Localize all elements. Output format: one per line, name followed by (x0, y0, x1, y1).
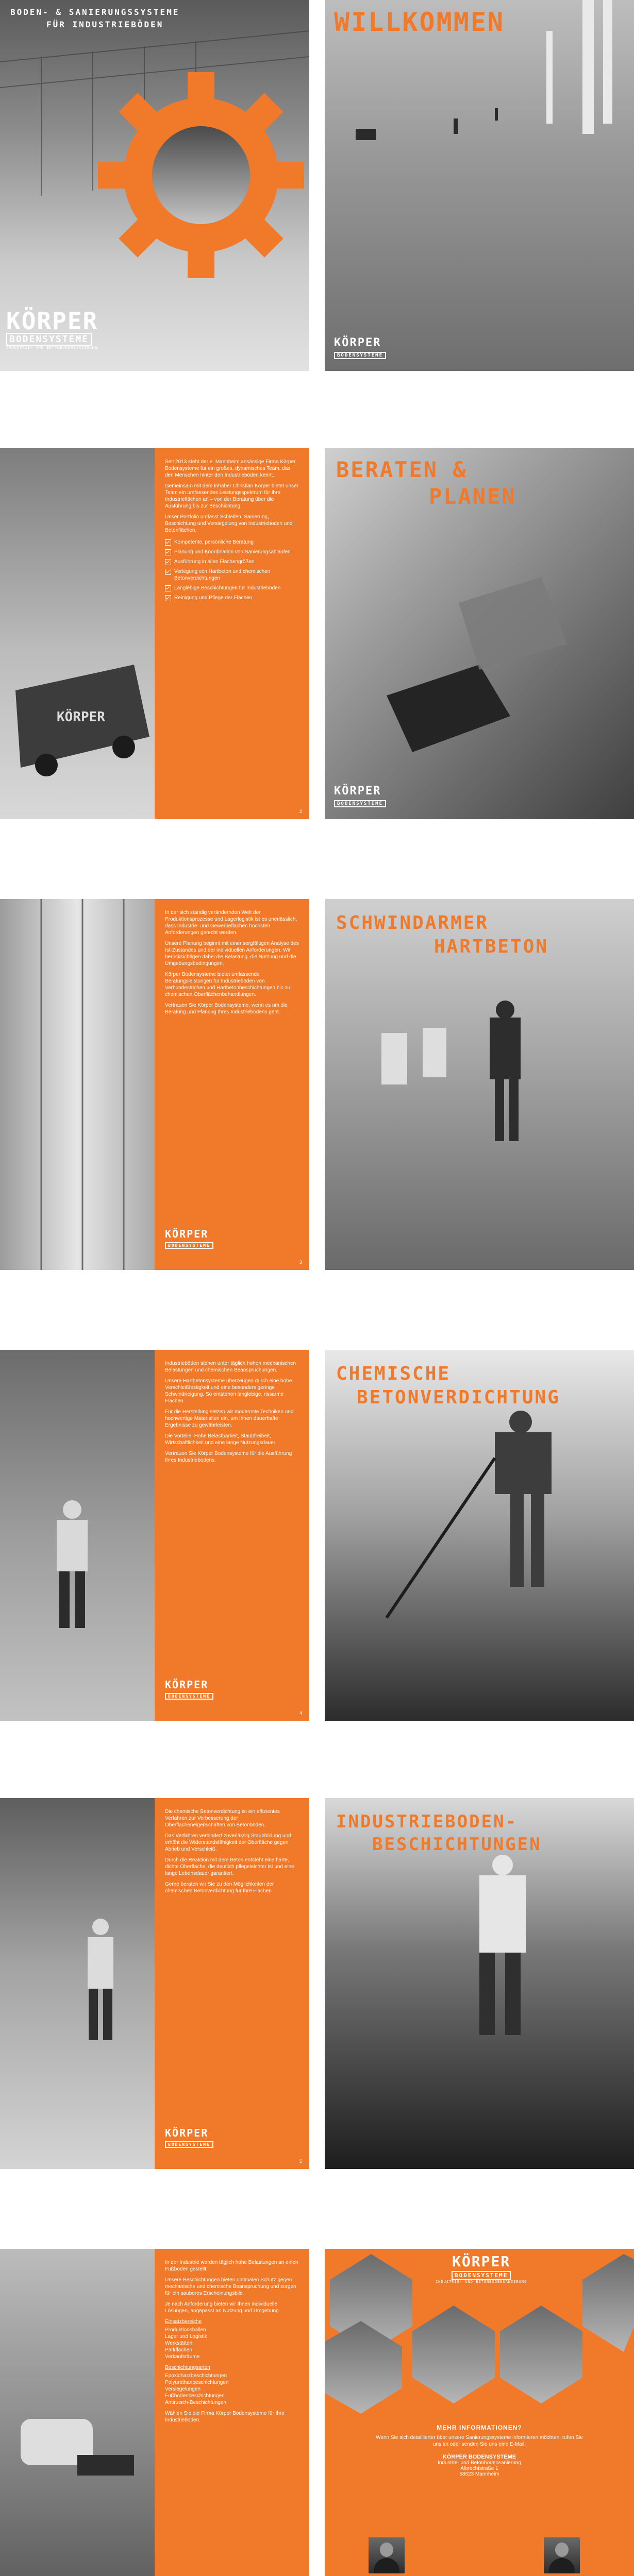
cover-page (0, 0, 309, 371)
consulting-page (325, 448, 634, 819)
checkbox-icon (165, 549, 171, 555)
page-title: WILLKOMMEN (334, 7, 505, 37)
planning-page (0, 899, 309, 1270)
page-number: 2 (299, 809, 302, 814)
coating-text-page (0, 2249, 309, 2576)
intro-text: Seit 2013 steht der e. Mannheim ansässige Firma Körper Bodensysteme für ein großes, dynamisches Team, das den Menschen hinter den Industrieböden kennt. Gemeinsam mit dem Inhaber Christian Körper bietet unser Team ein umfassendes Leistungsspektrum für Ihre Industrieflächen an – von der Beratung über die Ausführung bis zur Beschichtung. Unser Portfolio umfasst Schleifen, Sanierung, Beschichtung und Versiegelung von Industrieböden und Betonflächen. Kompetente, persönliche Beratung Planung und Koordination von Sanierungsabläufen Ausführung in allen Flächengrößen Verlegung von Hartbeton und chemischen Betonverdichtungen Langlebige Beschichtungen für Industrieböden Reinigung und Pflege der Flächen (165, 459, 299, 601)
coating-text: In der Industrie werden täglich hohe Belastungen an einen Fußboden gestellt. Unsere Beschichtungen bieten optimalen Schutz gegen mechanische und chemische Beanspruchung und sorgen für ein sauberes Erscheinungsbild. Je nach Anforderung bieten wir Ihnen individuelle Lösungen, angepasst an Nutzung und Umgebung. Einsatzbereiche Produktionshallen Lager und Logistik Werkstätten Parkflächen Verkaufsräume Beschichtungsarten Epoxidharzbeschichtungen Polyurethanbeschichtungen Versiegelungen Fußbodenbeschichtungen Antirutsch-Beschichtungen Wählen Sie die Firma Körper Bodensysteme für Ihre Industrieböden. (165, 2260, 298, 2423)
checkbox-icon (165, 539, 171, 546)
gear-icon (88, 62, 309, 289)
chemical-page (325, 1350, 634, 1721)
page-title: BERATEN & PLANEN (336, 457, 516, 509)
back-cover-page (325, 2249, 634, 2576)
svg-text:KÖRPER: KÖRPER (57, 709, 105, 725)
service-checklist (165, 539, 299, 601)
contact-card (521, 2537, 603, 2576)
company-name: KÖRPER BODENSYSTEME (442, 2454, 516, 2460)
cover-title: BODEN- & SANIERUNGSSYSTEME FÜR INDUSTRIEBÖDEN (10, 7, 180, 29)
company-logo: KÖRPER BODENSYSTEME (165, 1229, 213, 1249)
list-item: Verlegung von Hartbeton und chemischen Betonverdichtungen (165, 568, 299, 582)
page-number: 5 (299, 2159, 302, 2164)
chemical-text-page (0, 1798, 309, 2169)
avatar (544, 2537, 580, 2573)
contact-heading: MEHR INFORMATIONEN? (437, 2424, 522, 2431)
list-item: Epoxidharzbeschichtungen (165, 2373, 227, 2379)
company-logo: KÖRPER BODENSYSTEME (165, 1680, 213, 1700)
checkbox-icon (165, 595, 171, 601)
planning-text: In der sich ständig verändernden Welt der Produktionsprozesse und Lagerlogistik ist es unerlässlich, dass Industrie- und Gewerbeflächen höchsten Anforderungen gerecht werden. Unsere Planung beginnt mit einer sorgfältigen Analyse des Ist-Zustandes und der individuellen Anforderungen. Wir berücksichtigen dabei die Belastung, die Nutzung und die Umgebungsbedingungen. Körper Bodensysteme bietet umfassende Beratungsleistungen für Industrieböden von Verbundestrichen und Hartbetonbeschichtungen bis zu chemischen Oberflächenbehandlungen. Vertrauen Sie Körper Bodensysteme, wenn es um die Beratung und Planung Ihres Industriebodens geht. (165, 910, 299, 1015)
list-item: Fußbodenbeschichtungen (165, 2393, 225, 2399)
list-item: Antirutsch-Beschichtungen (165, 2400, 226, 2405)
company-logo: KÖRPER BODENSYSTEME INDUSTRIE- UND BETONBODENSANIERUNG (6, 307, 98, 350)
text-panel (155, 899, 309, 1270)
company-subtitle: Industrie- und Betonbodensanierung (438, 2460, 521, 2466)
list-item: Parkflächen (165, 2347, 192, 2353)
checkbox-icon (165, 569, 171, 575)
list-item: Lager und Logistik (165, 2334, 207, 2340)
worker-illustration (0, 1350, 155, 1721)
company-logo: KÖRPER BODENSYSTEME (334, 337, 386, 359)
contact-box (325, 2424, 634, 2477)
company-street: Albrechtstraße 1 (460, 2466, 498, 2471)
list-item: Kompetente, persönliche Beratung (165, 539, 299, 546)
text-panel (155, 1798, 309, 2169)
text-panel (155, 1350, 309, 1721)
hardconcrete-text-page (0, 1350, 309, 1721)
window-frame (0, 899, 155, 1270)
company-logo: KÖRPER BODENSYSTEME (334, 786, 386, 807)
list-item: Werkstätten (165, 2341, 193, 2346)
list-item: Verkaufsräume (165, 2354, 200, 2360)
hardconcrete-page (325, 899, 634, 1270)
van-illustration (0, 448, 155, 819)
checkbox-icon (165, 559, 171, 565)
company-logo: KÖRPER BODENSYSTEME INDUSTRIE- UND BETONBODENSANIERUNG (436, 2253, 527, 2284)
company-city: 68623 Mannheim (459, 2471, 499, 2477)
hexagon-photos (325, 2249, 634, 2576)
page-number: 4 (299, 1710, 302, 1716)
checkbox-icon (165, 585, 171, 591)
page-number: 3 (299, 1260, 302, 1265)
list-item: Versiegelungen (165, 2386, 201, 2392)
company-logo: KÖRPER BODENSYSTEME (165, 2128, 213, 2148)
list-item: Produktionshallen (165, 2327, 206, 2333)
list-item: Langlebige Beschichtungen für Industrieböden (165, 585, 299, 591)
page-title: SCHWINDARMER HARTBETON (336, 912, 549, 957)
welcome-page (325, 0, 634, 371)
coating-page (325, 1798, 634, 2169)
avatar (369, 2537, 405, 2573)
hardconcrete-text: Industrieböden stehen unter täglich hohen mechanischen Belastungen und chemischen Beanspruchungen. Unsere Hartbetonsysteme überzeugen durch eine hohe Verschleißfestigkeit und eine besonders geringe Schwindneigung. So entstehen langlebige, rissarme Flächen. Für die Herstellung setzen wir modernste Techniken und hochwertige Materialien ein, um Ihnen dauerhafte Ergebnisse zu gewährleisten. Die Vorteile: Hohe Belastbarkeit, Staubfreiheit, Wirtschaftlichkeit und eine lange Nutzungsdauer. Vertrauen Sie Körper Bodensysteme für die Ausführung Ihres Industriebodens. (165, 1361, 296, 1463)
chemical-text: Die chemische Betonverdichtung ist ein effizientes Verfahren zur Verbesserung der Oberflächeneigenschaften von Betonböden. Das Verfahren verhindert zuverlässig Staubbildung und erhöht die Widerstandsfähigkeit der Oberfläche gegen Abrieb und Verschleiß. Durch die Reaktion mit dem Beton entsteht eine harte, dichte Oberfläche, die deutlich pflegeleichter ist und eine lange Lebensdauer garantiert. Gerne beraten wir Sie zu den Möglichkeiten der chemischen Betonverdichtung für Ihre Flächen. (165, 1809, 294, 1894)
text-panel (155, 2249, 309, 2576)
installer-illustration (0, 2249, 155, 2576)
intro-page (0, 448, 309, 819)
contact-intro: Wenn Sie sich detaillierter über unsere Sanierungssysteme informieren möchten, rufen Sie uns an oder senden Sie uns eine E-Mail. (376, 2435, 583, 2447)
list-item: Ausführung in allen Flächengrößen (165, 558, 299, 565)
list-item: Reinigung und Pflege der Flächen (165, 595, 299, 601)
contact-card (345, 2537, 428, 2576)
text-panel (155, 448, 309, 819)
page-title: CHEMISCHE BETONVERDICHTUNG (336, 1363, 560, 1408)
list-item: Planung und Koordination von Sanierungsabläufen (165, 549, 299, 555)
list-item: Polyurethanbeschichtungen (165, 2380, 229, 2385)
page-title: INDUSTRIEBODEN- BESCHICHTUNGEN (336, 1811, 542, 1855)
hall-columns (325, 0, 634, 371)
mixing-illustration (0, 1798, 155, 2169)
